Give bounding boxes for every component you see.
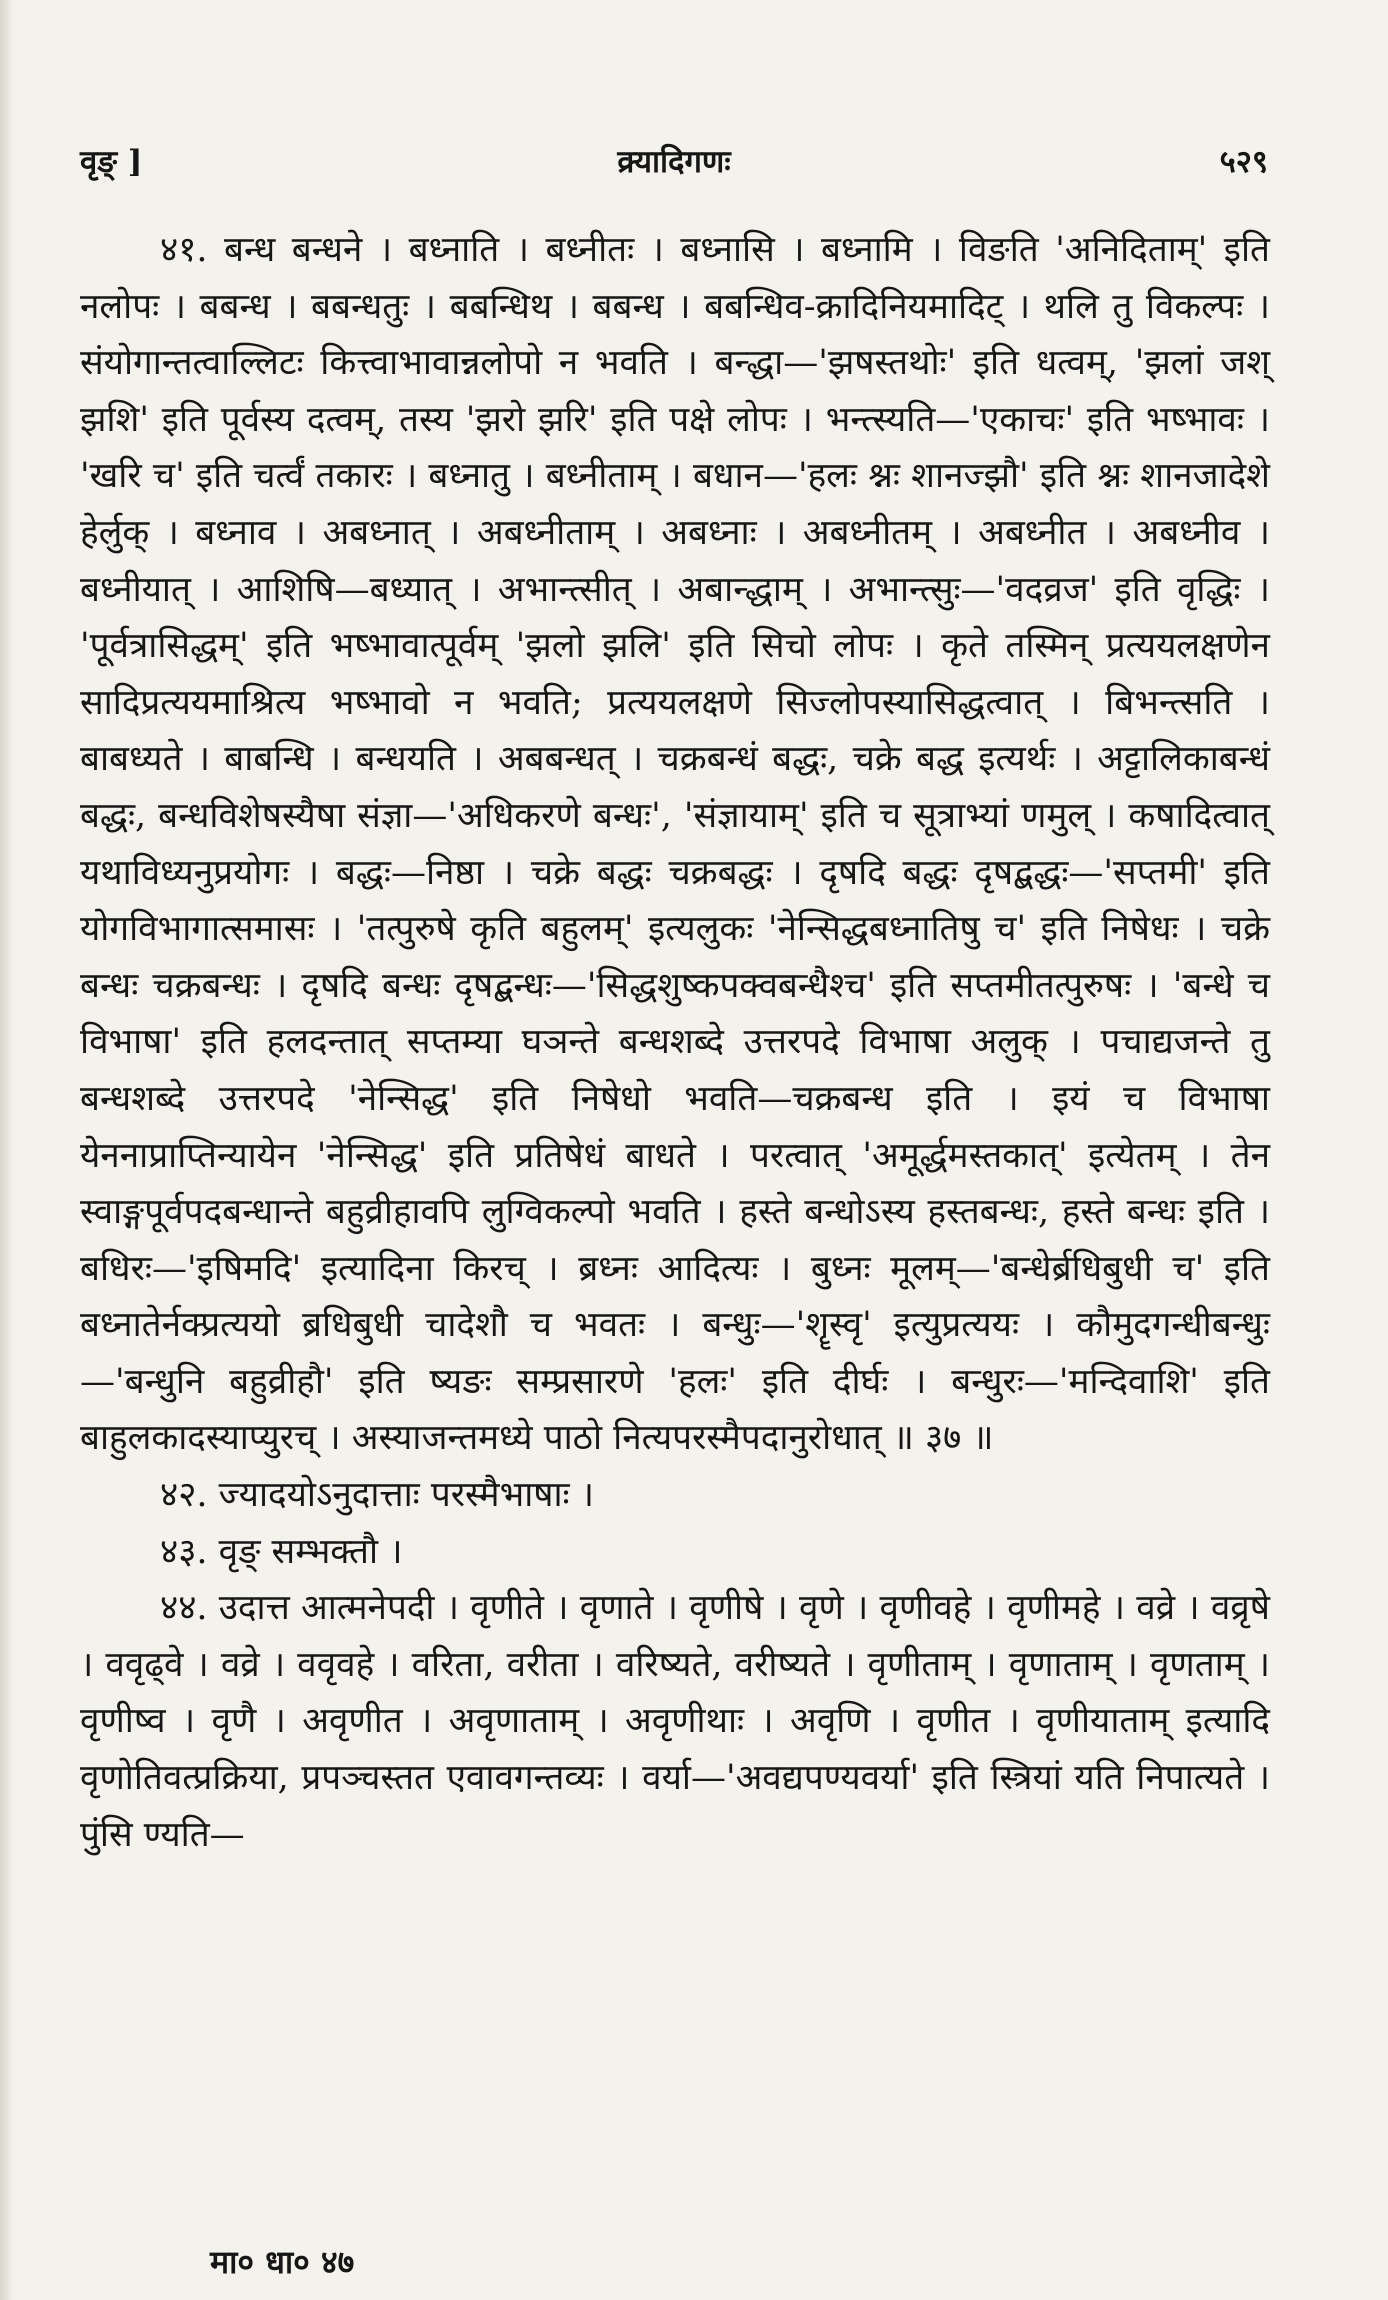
running-header <box>80 140 1268 190</box>
signature-mark: मा० धा० ४७ <box>210 2243 355 2281</box>
page-gutter <box>0 0 14 2300</box>
sutra-line: ४२. ज्यादयोऽनुदात्ताः परस्मैभाषाः । <box>160 1475 595 1516</box>
page-body <box>80 222 1270 1863</box>
header-root-label: वृङ् ] <box>80 144 143 180</box>
page-number: ५२९ <box>1219 144 1268 180</box>
commentary-paragraph: ४४. उदात्त आत्मनेपदी । वृणीते । वृणाते । वृणीषे । वृणे । वृणीवहे । वृणीमहे । वव्रे । वव्रृषे । ववृढ्वे । वव्रे । ववृवहे । वरिता, वरीता । वरिष्यते, वरीष्यते । वृणीताम् । वृणाताम् । वृणताम् । वृणीष्व । वृणै । अवृणीत । अवृणाताम् । अवृणीथाः । अवृणि । वृणीत । वृणीयाताम् इत्यादि वृणोतिवत्प्रक्रिया, प्रपञ्चस्तत एवावगन्तव्यः । वर्या—'अवद्यपण्यवर्या' इति स्त्रियां यति निपात्यते । पुंसि ण्यति— <box>80 1588 1270 1855</box>
commentary-paragraph: ४१. बन्ध बन्धने । बध्नाति । बध्नीतः । बध्नासि । बध्नामि । विङति 'अनिदिताम्' इति नलोपः । बबन्ध । बबन्धतुः । बबन्धिथ । बबन्ध । बबन्धिव-क्रादिनियमादिट् । थलि तु विकल्पः । संयोगान्तत्वाल्लिटः कित्त्वाभावान्नलोपो न भवति । बन्द्धा—'झषस्तथोः' इति धत्वम्, 'झलां जश् झशि' इति पूर्वस्य दत्वम्, तस्य 'झरो झरि' इति पक्षे लोपः । भन्त्स्यति—'एकाचः' इति भष्भावः । 'खरि च' इति चर्त्वं तकारः । बध्नातु । बध्नीताम् । बधान—'हलः श्नः शानज्झौ' इति श्नः शानजादेशे हेर्लुक् । बध्नाव । अबध्नात् । अबध्नीताम् । अबध्नाः । अबध्नीतम् । अबध्नीत । अबध्नीव । बध्नीयात् । आशिषि—बध्यात् । अभान्त्सीत् । अबान्द्धाम् । अभान्त्सुः—'वदव्रज' इति वृद्धिः । 'पूर्वत्रासिद्धम्' इति भष्भावात्पूर्वम् 'झलो झलि' इति सिचो लोपः । कृते तस्मिन् प्रत्ययलक्षणेन सादिप्रत्ययमाश्रित्य भष्भावो न भवति; प्रत्ययलक्षणे सिज्लोपस्यासिद्धत्वात् । बिभन्त्सति । बाबध्यते । बाबन्धि । बन्धयति । अबबन्धत् । चक्रबन्धं बद्धः, चक्रे बद्ध इत्यर्थः । अट्टालिकाबन्धं बद्धः, बन्धविशेषस्यैषा संज्ञा—'अधिकरणे बन्धः', 'संज्ञायाम्' इति च सूत्राभ्यां णमुल् । कषादित्वात् यथाविध्यनुप्रयोगः । बद्धः—निष्ठा । चक्रे बद्धः चक्रबद्धः । दृषदि बद्धः दृषद्बद्धः—'सप्तमी' इति योगविभागात्समासः । 'तत्पुरुषे कृति बहुलम्' इत्यलुकः 'नेन्सिद्धबध्नातिषु च' इति निषेधः । चक्रे बन्धः चक्रबन्धः । दृषदि बन्धः दृषद्बन्धः—'सिद्धशुष्कपक्वबन्धैश्च' इति सप्तमीतत्पुरुषः । 'बन्धे च विभाषा' इति हलदन्तात् सप्तम्या घञन्ते बन्धशब्दे उत्तरपदे विभाषा अलुक् । पचाद्यजन्ते तु बन्धशब्दे उत्तरपदे 'नेन्सिद्ध' इति निषेधो भवति—चक्रबन्ध इति । इयं च विभाषा येननाप्राप्तिन्यायेन 'नेन्सिद्ध' इति प्रतिषेधं बाधते । परत्वात् 'अमूर्द्धमस्तकात्' इत्येतम् । तेन स्वाङ्गपूर्वपदबन्धान्ते बहुव्रीहावपि लुग्विकल्पो भवति । हस्ते बन्धोऽस्य हस्तबन्धः, हस्ते बन्धः इति । बधिरः—'इषिमदि' इत्यादिना किरच् । ब्रध्नः आदित्यः । बुध्नः मूलम्—'बन्धेर्ब्रधिबुधी च' इति बध्नातेर्नक्प्रत्ययो ब्रधिबुधी चादेशौ च भवतः । बन्धुः—'शॄस्वृ' इत्युप्रत्ययः । कौमुदगन्धीबन्धुः—'बन्धुनि बहुव्रीहौ' इति ष्यङः सम्प्रसारणे 'हलः' इति दीर्घः । बन्धुरः—'मन्दिवाशि' इति बाहुलकादस्याप्युरच् । अस्याजन्तमध्ये पाठो नित्यपरस्मैपदानुरोधात् ॥ ३७ ॥ <box>80 230 1270 1459</box>
sutra-line: ४३. वृङ् सम्भक्तौ । <box>160 1531 403 1572</box>
header-title: क्र्यादिगणः <box>617 144 731 180</box>
